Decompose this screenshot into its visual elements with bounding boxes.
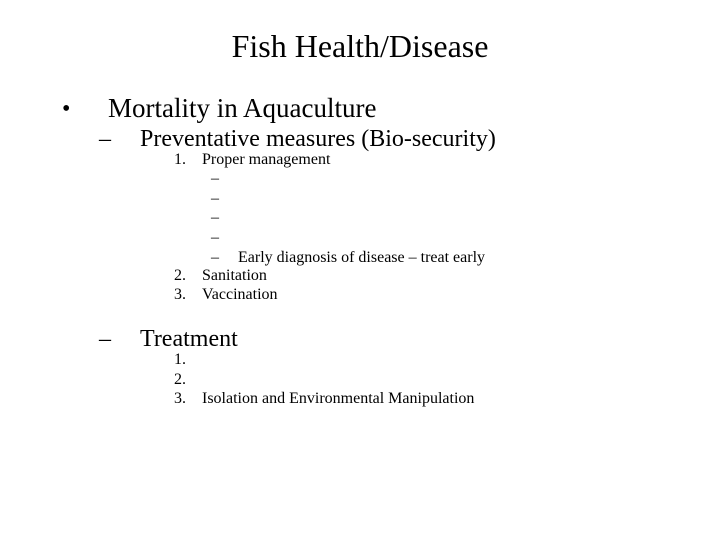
section1-dash: – — [99, 126, 111, 152]
subitem-2-dash: – — [211, 190, 219, 207]
section1-heading: Preventative measures (Bio-security) — [140, 126, 496, 152]
subitem-1-dash: – — [211, 170, 219, 187]
subitem-3-dash: – — [211, 209, 219, 226]
main-heading: Mortality in Aquaculture — [108, 93, 377, 123]
section2-item-2-number: 2. — [174, 371, 186, 388]
section1-item-2-text: Sanitation — [202, 267, 267, 284]
section2-item-3-number: 3. — [174, 390, 186, 407]
section2-heading: Treatment — [140, 326, 238, 352]
section2-dash: – — [99, 326, 111, 352]
section1-item-2-number: 2. — [174, 267, 186, 284]
section1-item-3-text: Vaccination — [202, 286, 278, 303]
section1-item-1-text: Proper management — [202, 151, 331, 168]
subitem-4-dash: – — [211, 229, 219, 246]
subitem-5-dash: – — [211, 249, 219, 266]
section2-item-3-text: Isolation and Environmental Manipulation — [202, 390, 475, 407]
slide-title: Fish Health/Disease — [231, 28, 489, 64]
section1-item-3-number: 3. — [174, 286, 186, 303]
section1-item-1-number: 1. — [174, 151, 186, 168]
bullet-icon: • — [62, 96, 71, 122]
section2-item-1-number: 1. — [174, 351, 186, 368]
subitem-5-text: Early diagnosis of disease – treat early — [238, 249, 486, 266]
